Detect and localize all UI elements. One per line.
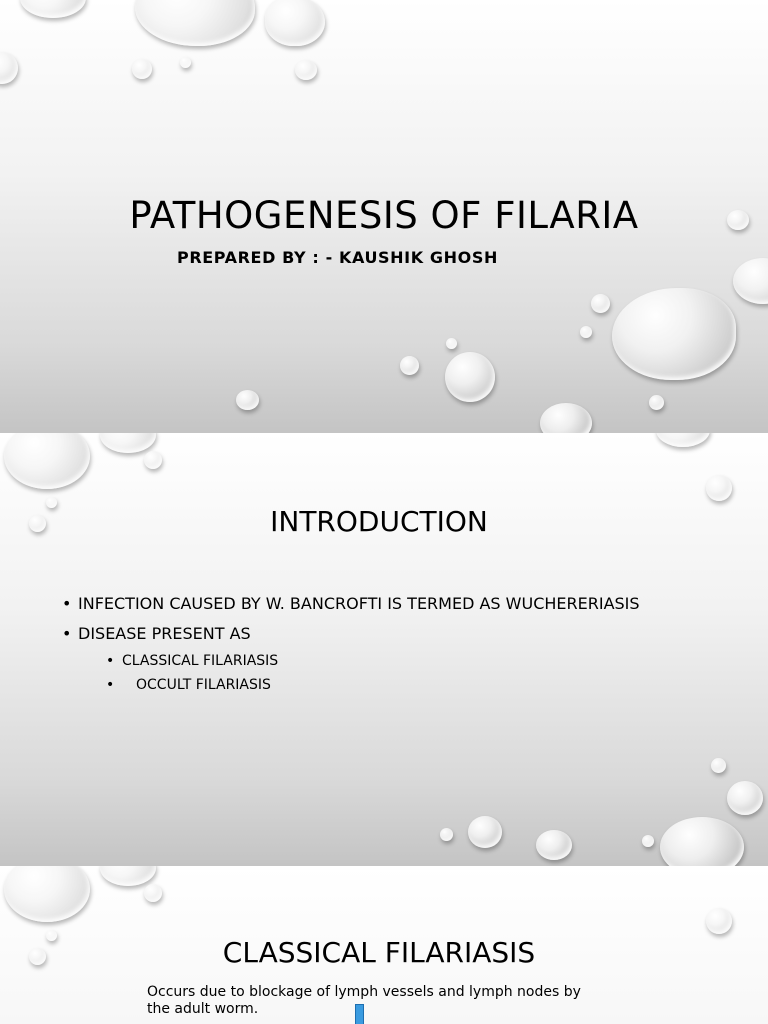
water-drop-decoration [733,258,768,304]
water-drop-decoration [180,57,191,68]
water-drop-decoration [400,356,419,375]
bullet-item [62,589,640,619]
water-drop-decoration [445,352,495,402]
water-drop-decoration [20,0,86,18]
water-drop-decoration [706,475,732,501]
water-drop-decoration [656,433,710,447]
water-drop-decoration [706,908,732,934]
water-drop-decoration [446,338,457,349]
text-cursor-handle[interactable] [355,1004,364,1024]
water-drop-decoration [642,835,654,847]
water-drop-decoration [612,288,736,380]
water-drop-decoration [468,816,502,848]
water-drop-decoration [100,433,156,453]
bullet-text: INFECTION CAUSED BY W. BANCROFTI IS TERMED AS WUCHERERIASIS [78,594,640,613]
water-drop-decoration [440,828,453,841]
water-drop-decoration [132,59,152,79]
slide-title: PATHOGENESIS OF FILARIA [129,194,639,237]
water-drop-decoration [295,60,317,80]
bullet-list [62,589,640,697]
slide-title: INTRODUCTION [270,505,488,538]
water-drop-decoration [540,403,592,433]
water-drop-decoration [660,817,744,866]
water-drop-decoration [135,0,255,46]
sub-bullet-item [106,649,640,673]
slide-body-text[interactable]: Occurs due to blockage of lymph vessels and lymph nodes by the adult worm. [147,984,581,1017]
water-drop-decoration [236,390,259,410]
sub-bullet-item [106,673,640,697]
water-drop-decoration [591,294,610,313]
water-drop-decoration [4,866,90,922]
water-drop-decoration [727,781,763,815]
water-drop-decoration [711,758,726,773]
water-drop-decoration [0,52,18,84]
sub-bullet-text: OCCULT FILARIASIS [136,677,271,693]
sub-bullet-list [78,649,640,697]
slide-2[interactable] [0,433,768,866]
water-drop-decoration [144,451,162,469]
water-drop-decoration [265,0,325,46]
water-drop-decoration [649,395,664,410]
water-drop-decoration [144,884,162,902]
water-drop-decoration [580,326,592,338]
slide-3[interactable] [0,866,768,1024]
sub-bullet-text: CLASSICAL FILARIASIS [122,653,279,669]
bullet-text: DISEASE PRESENT AS [78,624,251,643]
slide-title: CLASSICAL FILARIASIS [222,936,536,969]
water-drop-decoration [100,866,156,886]
slide-subtitle: PREPARED BY : - KAUSHIK GHOSH [177,248,498,267]
water-drop-decoration [4,433,90,489]
slide-1[interactable] [0,0,768,433]
water-drop-decoration [536,830,572,860]
bullet-item [62,619,640,697]
